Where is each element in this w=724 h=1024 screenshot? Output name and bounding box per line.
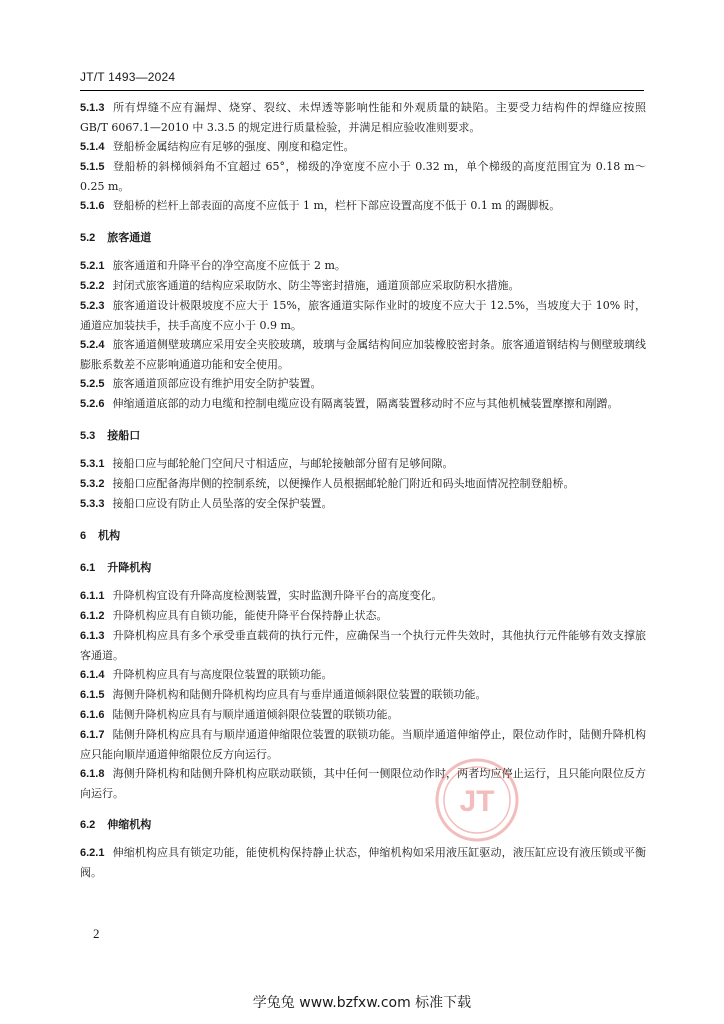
clause-text: 接船口应设有防止人员坠落的安全保护装置。 [112,497,333,510]
clause-text: 升降机构应具有多个承受垂直载荷的执行元件，应确保当一个执行元件失效时，其他执行元件能够有效支撑旅客通道。 [80,629,646,662]
site-footer: 学兔兔 www.bzfxw.com 标准下载 [252,995,472,1011]
clause-number: 6.1.2 [80,610,105,622]
clause-text: 陆侧升降机构应具有与顺岸通道伸缩限位装置的联锁功能。当顺岸通道伸缩停止，限位动作时，陆侧升降机构应只能向顺岸通道伸缩限位反方向运行。 [80,728,646,761]
clause-number: 6 [80,530,87,542]
heading-text: 机构 [98,529,121,542]
clause-paragraph [80,196,646,216]
clause-number: 6.1.3 [80,630,105,642]
clause-text: 所有焊缝不应有漏焊、烧穿、裂纹、未焊透等影响性能和外观质量的缺陷。主要受力结构件的焊缝应按照 GB/T 6067.1—2010 中 3.3.5 的规定进行质量检验，并满足相应验收准则要求。 [80,101,646,134]
header-rule [80,90,644,91]
clause-paragraph [80,157,646,196]
section-heading [80,526,646,546]
clause-number: 5.3.1 [80,458,105,470]
clause-paragraph [80,454,646,474]
jt-watermark-stamp [432,755,522,845]
clause-paragraph [80,665,646,685]
clause-number: 5.1.6 [80,200,105,212]
heading-text: 伸缩机构 [107,818,152,831]
clause-paragraph [80,335,646,374]
clause-number: 5.2.5 [80,378,105,390]
clause-text: 陆侧升降机构应具有与顺岸通道倾斜限位装置的联锁功能。 [112,708,399,721]
clause-paragraph [80,606,646,626]
clause-number: 5.2.1 [80,260,105,272]
standard-code: JT/T 1493—2024 [80,70,176,84]
clause-text: 海侧升降机构和陆侧升降机构均应具有与垂岸通道倾斜限位装置的联锁功能。 [112,688,487,701]
clause-paragraph [80,705,646,725]
clause-text: 伸缩通道底部的动力电缆和控制电缆应设有隔离装置，隔离装置移动时不应与其他机械装置摩擦和剐蹭。 [112,397,619,410]
page-number: 2 [93,926,100,941]
clause-paragraph [80,494,646,514]
clause-paragraph [80,586,646,606]
clause-paragraph [80,843,646,882]
clause-number: 6.1.1 [80,590,105,602]
clause-paragraph [80,626,646,665]
clause-text: 升降机构应具有自锁功能，能使升降平台保持静止状态。 [112,609,388,622]
clause-number: 6.1.4 [80,669,105,681]
clause-text: 登船桥的栏杆上部表面的高度不应低于 1 m，栏杆下部应设置高度不低于 0.1 m 的踢脚板。 [112,199,561,212]
section-heading [80,815,646,835]
heading-text: 旅客通道 [107,231,152,244]
clause-number: 5.2.4 [80,339,105,351]
clause-paragraph [80,474,646,494]
clause-number: 6.1.6 [80,709,105,721]
clause-paragraph [80,725,646,764]
clause-number: 6.1 [80,562,96,574]
clause-text: 旅客通道顶部应设有维护用安全防护装置。 [112,377,322,390]
clause-text: 封闭式旅客通道的结构应采取防水、防尘等密封措施，通道顶部应采取防积水措施。 [112,279,520,292]
clause-number: 5.1.4 [80,141,105,153]
watermark-text: JT [459,785,495,818]
clause-number: 5.3.2 [80,478,105,490]
clause-text: 旅客通道和升降平台的净空高度不应低于 2 m。 [112,259,346,272]
clause-number: 5.2.2 [80,280,105,292]
clause-text: 旅客通道侧壁玻璃应采用安全夹胶玻璃，玻璃与金属结构间应加装橡胶密封条。旅客通道钢结构与侧壁玻璃线膨胀系数差不应影响通道功能和安全使用。 [80,338,646,371]
clause-number: 5.2 [80,232,96,244]
section-heading [80,558,646,578]
section-heading [80,426,646,446]
clause-text: 升降机构宜设有升降高度检测装置，实时监测升降平台的高度变化。 [112,589,443,602]
heading-text: 升降机构 [107,561,152,574]
clause-paragraph [80,685,646,705]
clause-text: 接船口应配备海岸侧的控制系统，以便操作人员根据邮轮舱门附近和码头地面情况控制登船桥。 [112,477,575,490]
clause-number: 6.1.5 [80,689,105,701]
clause-text: 升降机构应具有与高度限位装置的联锁功能。 [112,668,333,681]
clause-number: 5.2.6 [80,398,105,410]
clause-number: 5.3.3 [80,498,105,510]
clause-number: 5.1.3 [80,102,105,114]
section-heading [80,228,646,248]
clause-paragraph [80,394,646,414]
clause-paragraph [80,374,646,394]
clause-number: 5.2.3 [80,300,105,312]
clause-paragraph [80,256,646,276]
clause-paragraph [80,764,646,803]
clause-paragraph [80,137,646,157]
clause-text: 旅客通道设计极限坡度不应大于 15%，旅客通道实际作业时的坡度不应大于 12.5%，当坡度大于 10% 时，通道应加装扶手，扶手高度不应小于 0.9 m。 [80,299,646,332]
clause-text: 伸缩机构应具有锁定功能，能使机构保持静止状态，伸缩机构如采用液压缸驱动，液压缸应设有液压锁或平衡阀。 [80,846,646,879]
clause-number: 5.3 [80,430,96,442]
clause-number: 6.2.1 [80,847,105,859]
clause-number: 6.1.7 [80,729,105,741]
document-body [80,98,646,882]
clause-text: 接船口应与邮轮舱门空间尺寸相适应，与邮轮接触部分留有足够间隙。 [112,457,454,470]
clause-text: 登船桥的斜梯倾斜角不宜超过 65°，梯级的净宽度不应小于 0.32 m，单个梯级的高度范围宜为 0.18 m～0.25 m。 [80,160,646,193]
clause-paragraph [80,276,646,296]
clause-paragraph [80,296,646,335]
clause-text: 登船桥金属结构应有足够的强度、刚度和稳定性。 [112,140,355,153]
clause-text: 海侧升降机构和陆侧升降机构应联动联锁，其中任何一侧限位动作时，两者均应停止运行，且只能向限位反方向运行。 [80,767,646,800]
heading-text: 接船口 [107,429,141,442]
clause-paragraph [80,98,646,137]
clause-number: 6.1.8 [80,768,105,780]
clause-number: 6.2 [80,819,96,831]
clause-number: 5.1.5 [80,161,105,173]
